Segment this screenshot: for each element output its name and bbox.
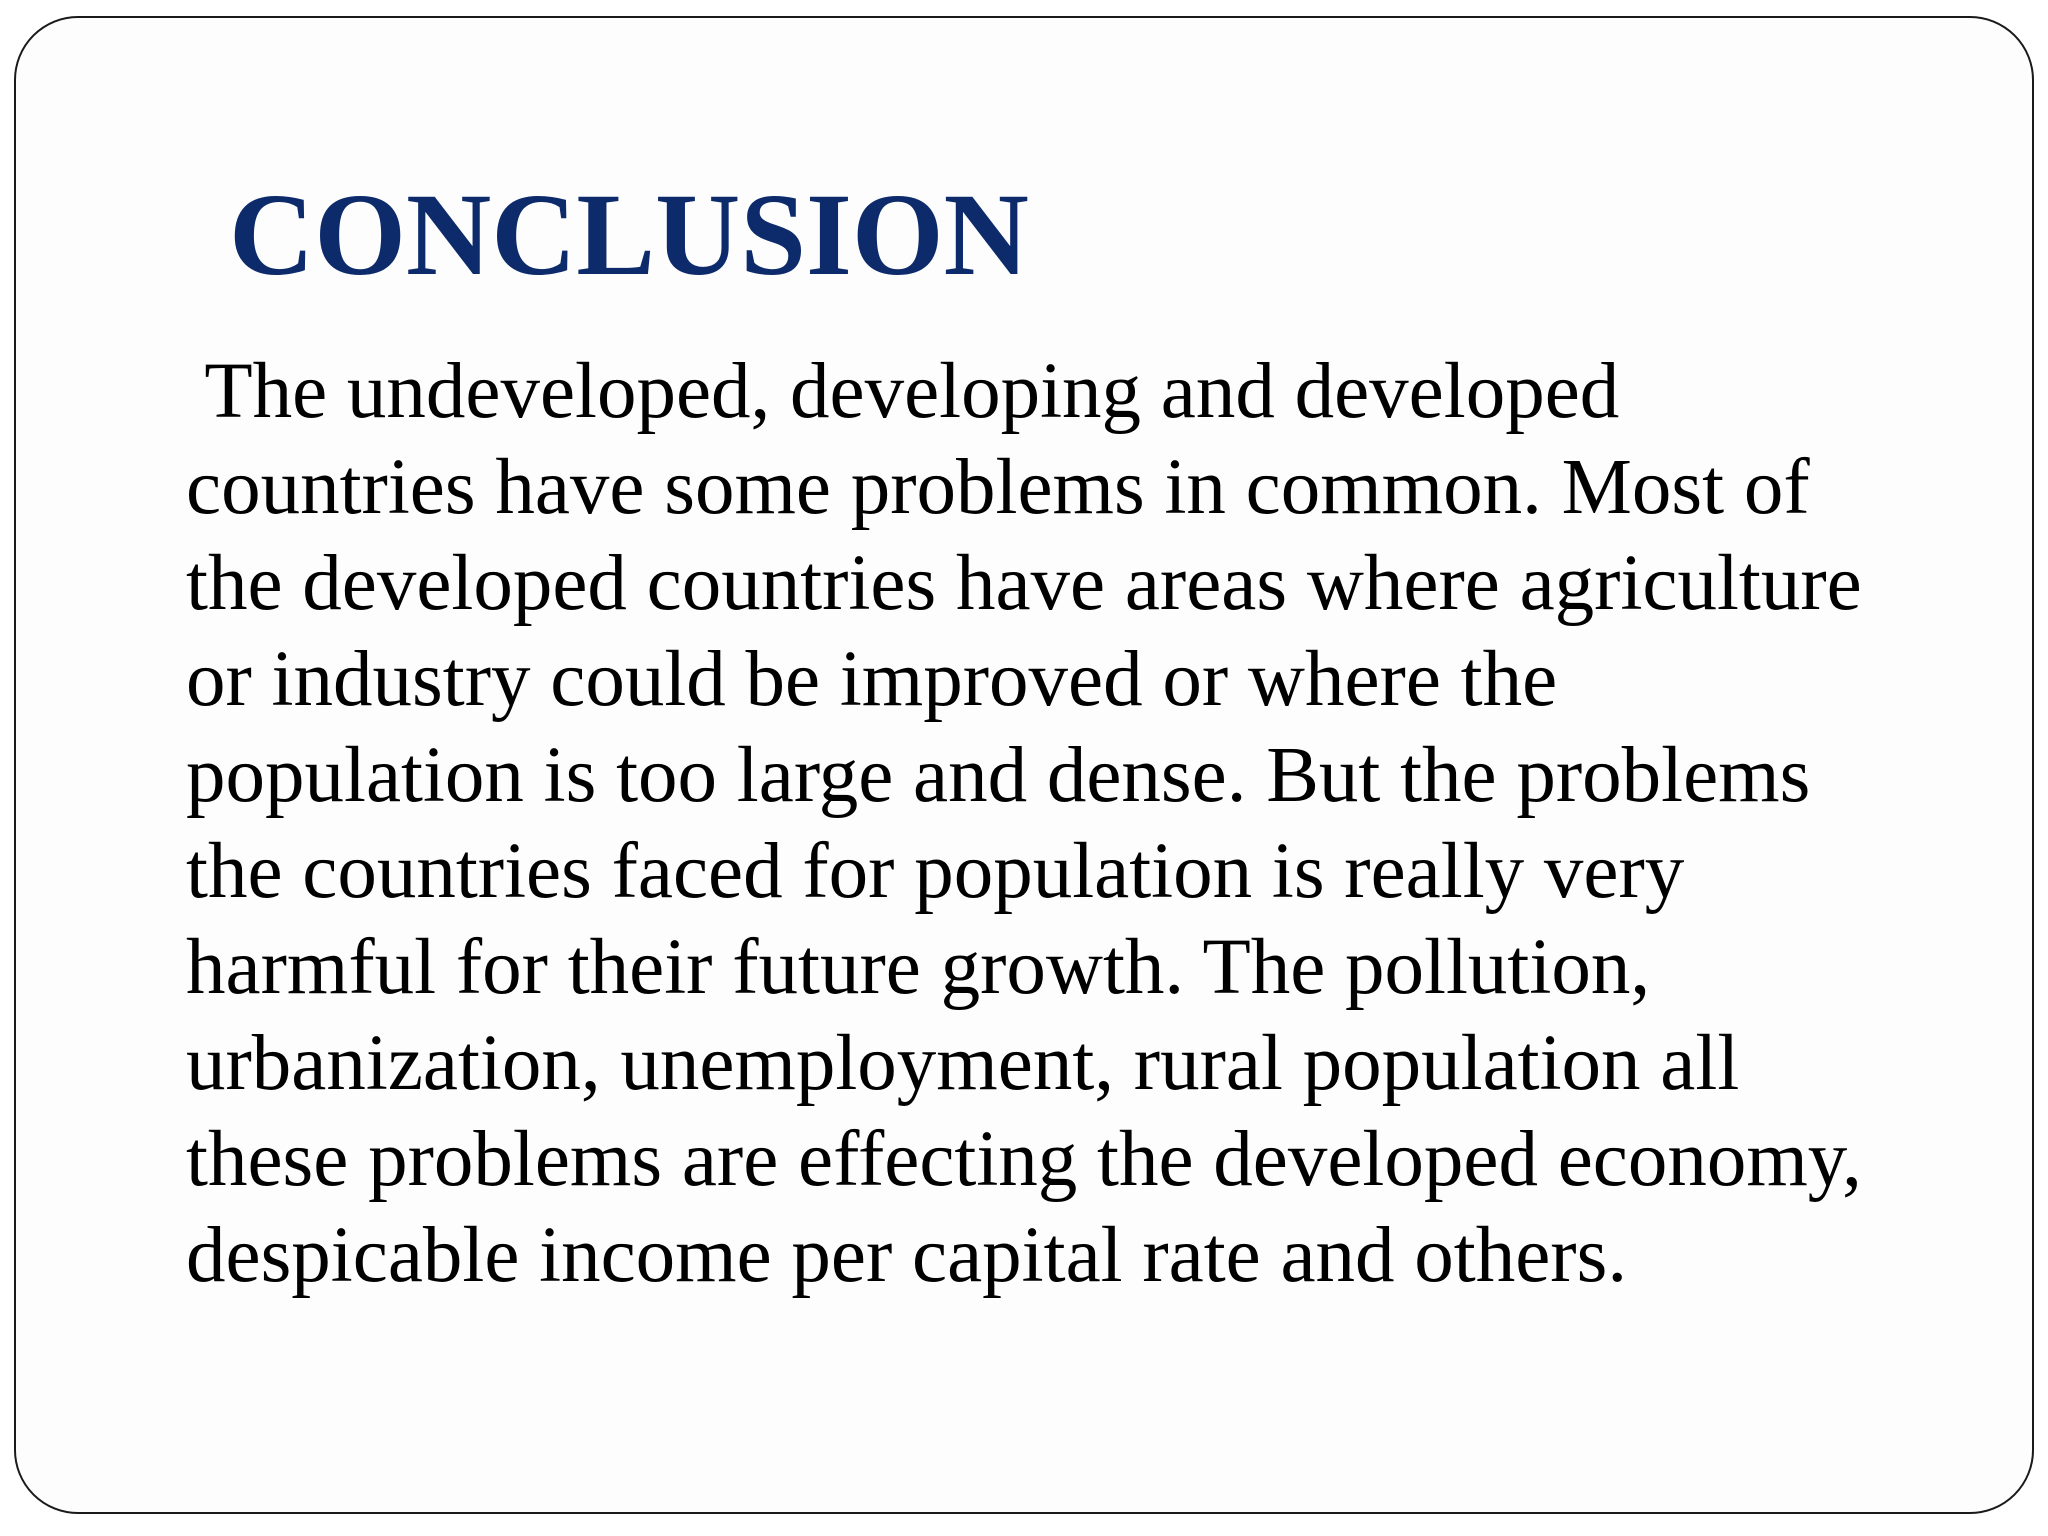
body-line: these problems are effecting the developed economy, bbox=[186, 1116, 1862, 1203]
slide-title: CONCLUSION bbox=[229, 169, 1029, 300]
body-line: the developed countries have areas where agriculture bbox=[186, 540, 1862, 627]
slide-body bbox=[186, 344, 1986, 1304]
body-line: despicable income per capital rate and others. bbox=[186, 1212, 1628, 1299]
body-line: the countries faced for population is really very bbox=[186, 828, 1685, 915]
body-line: urbanization, unemployment, rural population all bbox=[186, 1020, 1740, 1107]
body-line: or industry could be improved or where the bbox=[186, 636, 1558, 723]
body-line: countries have some problems in common. Most of bbox=[186, 444, 1810, 531]
body-line: The undeveloped, developing and developed bbox=[186, 348, 1620, 435]
body-line: population is too large and dense. But the problems bbox=[186, 732, 1811, 819]
body-line: harmful for their future growth. The pollution, bbox=[186, 924, 1651, 1011]
